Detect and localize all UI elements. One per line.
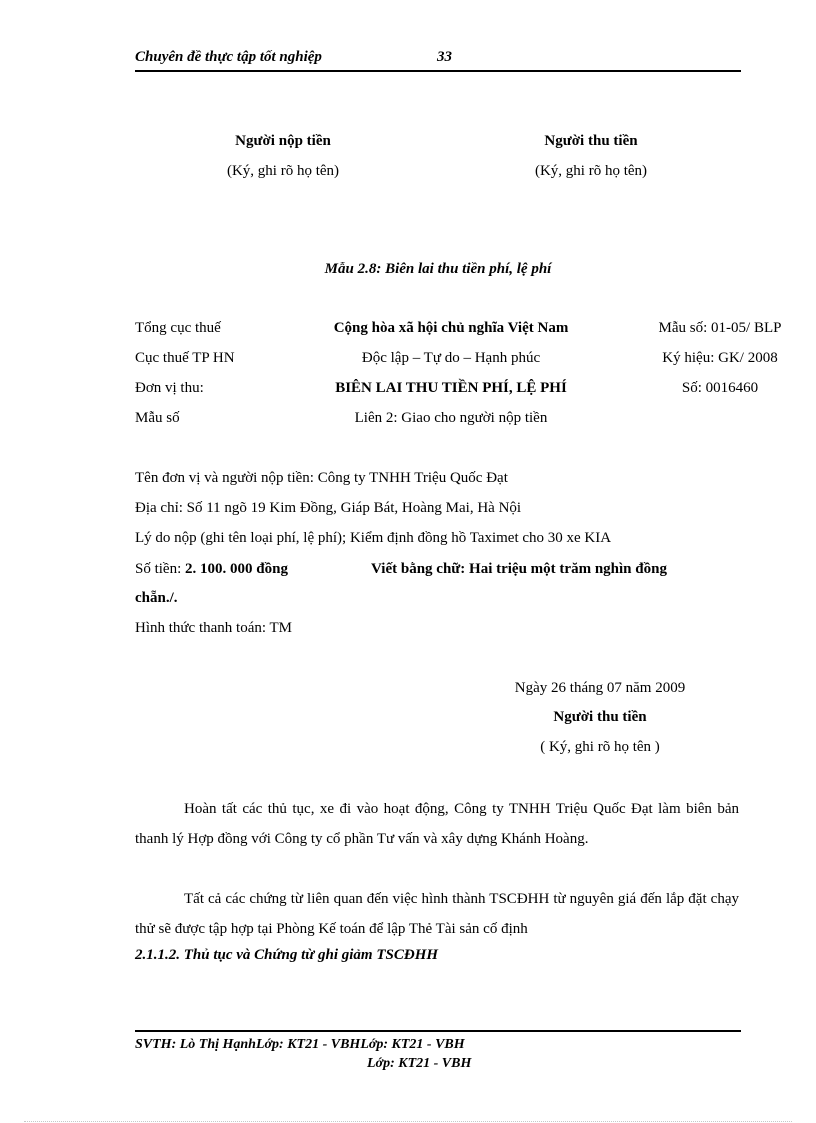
amount-value: 2. 100. 000 đồng <box>185 561 288 577</box>
form-caption: Mẫu 2.8: Biên lai thu tiền phí, lệ phí <box>324 261 552 277</box>
receipt-motto: Độc lập – Tự do – Hạnh phúc <box>361 350 541 366</box>
amount-in-words-continued: chẵn./. <box>135 590 178 606</box>
receipt-left-line-1: Tổng cục thuế <box>135 320 221 336</box>
receipt-left-line-2: Cục thuế TP HN <box>135 350 235 366</box>
header-title: Chuyên đề thực tập tốt nghiệp <box>135 49 322 65</box>
page-number: 33 <box>437 49 452 65</box>
payer-signature-title: Người nộp tiền <box>235 133 331 149</box>
receipt-series: Ký hiệu: GK/ 2008 <box>662 350 778 366</box>
footer-rule <box>135 1030 741 1032</box>
amount-label: Số tiền: <box>135 561 186 577</box>
payer-signature-note: (Ký, ghi rõ họ tên) <box>226 163 340 179</box>
footer-line-2: Lớp: KT21 - VBH <box>367 1056 472 1071</box>
paragraph-2-text: Tất cả các chứng từ liên quan đến việc hình thành TSCĐHH từ nguyên giá đến lắp đặt chạy thử sẽ được tập hợp tại Phòng Kế toán để lập Thẻ Tài sản cố định <box>135 891 739 937</box>
receipt-number: Số: 0016460 <box>681 380 759 396</box>
footer-line-1: SVTH: Lò Thị HạnhLớp: KT21 - VBHLớp: KT21 - VBH <box>135 1037 465 1052</box>
section-heading: 2.1.1.2. Thủ tục và Chứng từ ghi giảm TSCĐHH <box>135 947 439 963</box>
receipt-payer: Tên đơn vị và người nộp tiền: Công ty TNHH Triệu Quốc Đạt <box>135 470 508 486</box>
paragraph-1-text: Hoàn tất các thủ tục, xe đi vào hoạt động, Công ty TNHH Triệu Quốc Đạt làm biên bản thanh lý Hợp đồng với Công ty cổ phần Tư vấn và xây dựng Khánh Hoàng. <box>135 801 739 847</box>
receipt-copy-note: Liên 2: Giao cho người nộp tiền <box>354 410 548 426</box>
receipt-amount-row <box>135 561 288 578</box>
collector-signature-title: Người thu tiền <box>544 133 638 149</box>
page-bottom-border <box>24 1121 792 1122</box>
receipt-reason: Lý do nộp (ghi tên loại phí, lệ phí); Kiểm định đồng hồ Taximet cho 30 xe KIA <box>135 530 612 546</box>
receipt-date: Ngày 26 tháng 07 năm 2009 <box>514 680 686 696</box>
payment-method: Hình thức thanh toán: TM <box>135 620 293 636</box>
collector-signature-note: (Ký, ghi rõ họ tên) <box>534 163 648 179</box>
header-rule <box>135 70 741 72</box>
receipt-country-name: Cộng hòa xã hội chủ nghĩa Việt Nam <box>333 320 569 336</box>
receipt-title: BIÊN LAI THU TIỀN PHÍ, LỆ PHÍ <box>335 380 567 396</box>
bottom-signature-note: ( Ký, ghi rõ họ tên ) <box>540 739 660 755</box>
bottom-signature-title: Người thu tiền <box>553 709 647 725</box>
receipt-form-number: Mẫu số: 01-05/ BLP <box>658 320 782 336</box>
paragraph-2 <box>135 884 739 944</box>
amount-in-words: Viết bằng chữ: Hai triệu một trăm nghìn đồng <box>371 561 667 577</box>
receipt-address: Địa chỉ: Số 11 ngõ 19 Kim Đồng, Giáp Bát, Hoàng Mai, Hà Nội <box>135 500 522 516</box>
receipt-left-line-4: Mẫu số <box>135 410 180 426</box>
receipt-left-line-3: Đơn vị thu: <box>135 380 204 396</box>
paragraph-1 <box>135 794 739 854</box>
